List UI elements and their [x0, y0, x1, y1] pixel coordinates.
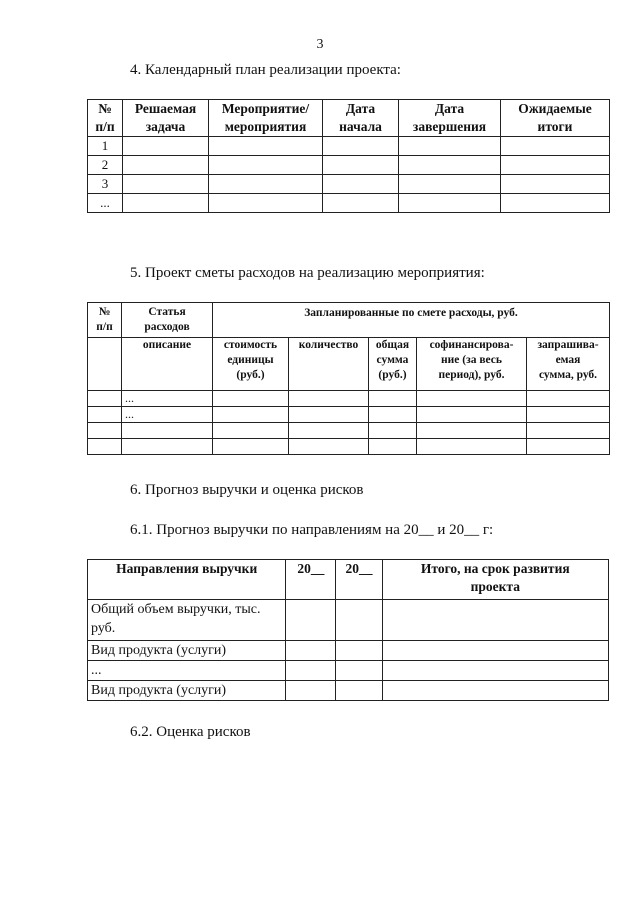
- header-requested: запрашива- емая сумма, руб.: [527, 338, 610, 391]
- header-cofinancing: софинансирова- ние (за весь период), руб.: [417, 338, 527, 391]
- header-description: описание: [122, 338, 213, 391]
- table-row: [88, 661, 609, 681]
- table-row: [88, 423, 610, 439]
- header-revenue-direction: Направления выручки: [88, 560, 286, 600]
- header-total: общая сумма (руб.): [369, 338, 417, 391]
- section-6-1-heading: 6.1. Прогноз выручки по направлениям на 20__ и 20__ г:: [130, 522, 494, 538]
- row-description: ...: [122, 391, 213, 407]
- header-task: Решаемая задача: [123, 100, 209, 137]
- row-number: 1: [88, 137, 123, 156]
- table-row: [88, 137, 610, 156]
- revenue-forecast-table: [87, 559, 609, 701]
- row-label: Общий объем выручки, тыс. руб.: [88, 600, 286, 641]
- header-planned-expenses: Запланированные по смете расходы, руб.: [213, 303, 610, 338]
- row-description: ...: [122, 407, 213, 423]
- calendar-plan-table: [87, 99, 610, 213]
- row-label: ...: [88, 661, 286, 681]
- header-year-1: 20__: [286, 560, 336, 600]
- section-6-2-heading: 6.2. Оценка рисков: [130, 724, 251, 740]
- table-row: [88, 600, 609, 641]
- page-number: 3: [316, 37, 324, 52]
- section-6-heading: 6. Прогноз выручки и оценка рисков: [130, 482, 364, 498]
- header-num: № п/п: [88, 100, 123, 137]
- header-end-date: Дата завершения: [399, 100, 501, 137]
- header-total: Итого, на срок развития проекта: [382, 560, 608, 600]
- table-row: [88, 194, 610, 213]
- budget-table: [87, 302, 610, 455]
- header-results: Ожидаемые итоги: [501, 100, 610, 137]
- row-description: [122, 423, 213, 439]
- section-5-heading: 5. Проект сметы расходов на реализацию мероприятия:: [130, 265, 485, 281]
- table-header-row: [88, 100, 610, 137]
- header-start-date: Дата начала: [323, 100, 399, 137]
- table-header-row: [88, 560, 609, 600]
- table-header-row: [88, 303, 610, 338]
- header-unit-cost: стоимость единицы (руб.): [213, 338, 289, 391]
- table-row: [88, 407, 610, 423]
- row-number: 3: [88, 175, 123, 194]
- row-number: 2: [88, 156, 123, 175]
- row-label: Вид продукта (услуги): [88, 681, 286, 701]
- table-subheader-row: [88, 338, 610, 391]
- header-num: № п/п: [88, 303, 122, 338]
- table-row: [88, 681, 609, 701]
- table-row: [88, 175, 610, 194]
- header-expense-item: Статья расходов: [122, 303, 213, 338]
- table-row: [88, 391, 610, 407]
- header-activity: Мероприятие/ мероприятия: [209, 100, 323, 137]
- row-number: ...: [88, 194, 123, 213]
- header-quantity: количество: [289, 338, 369, 391]
- table-row: [88, 439, 610, 455]
- row-description: [122, 439, 213, 455]
- table-row: [88, 156, 610, 175]
- section-4-heading: 4. Календарный план реализации проекта:: [130, 62, 401, 78]
- row-label: Вид продукта (услуги): [88, 641, 286, 661]
- header-year-2: 20__: [336, 560, 382, 600]
- table-row: [88, 641, 609, 661]
